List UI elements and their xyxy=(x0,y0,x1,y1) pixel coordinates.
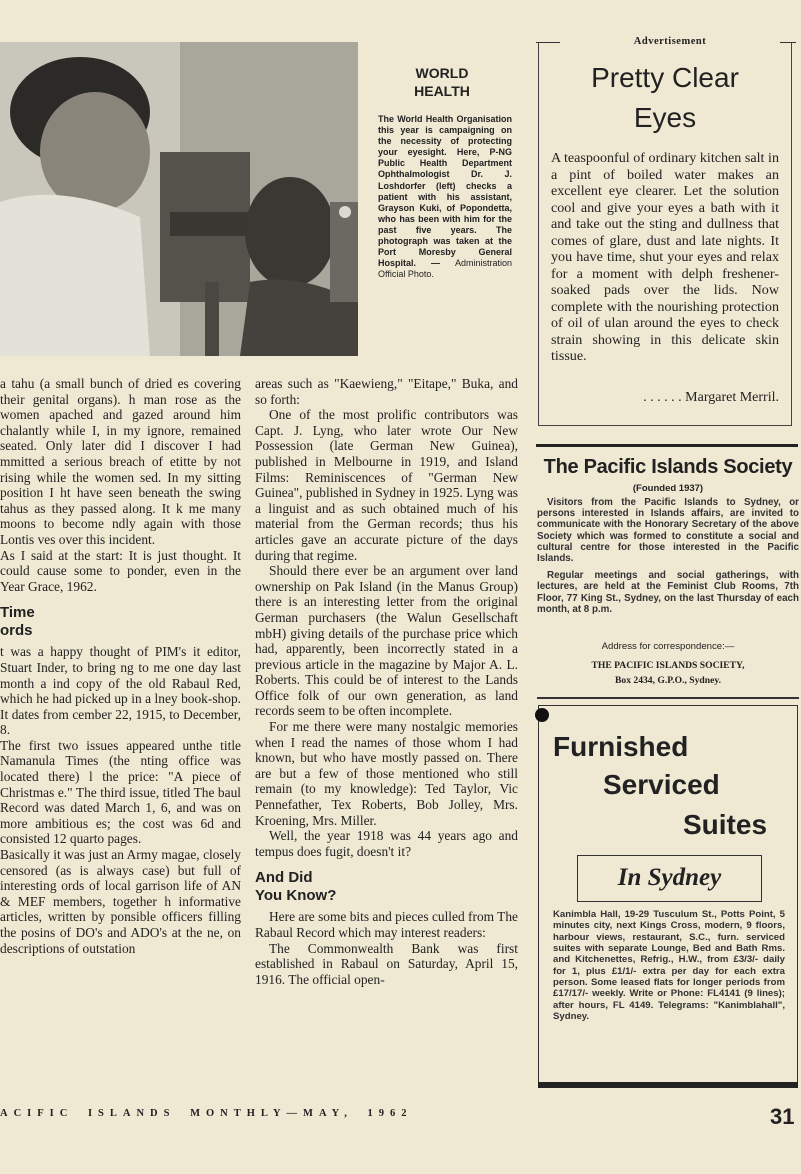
address-label: Address for correspondence:— xyxy=(601,641,735,652)
advert-body: A teaspoonful of ordinary kitchen salt in a pint of boiled water makes an excellent eye clearer. Let the solution cool and give your eyes a bath with it and take out the sting and dullness that comes of glare, dust and late nights. It you have time, shut your eyes and relax for a moment with delph freshener-soaked pads over the lids. Now complete with the nourishing protection of oil of ulan around the eyes to check strain showing in this delicate skin tissue. xyxy=(551,150,779,364)
suites-line1: Furnished xyxy=(553,731,689,762)
col1-paragraph: a tahu (a small bunch of dried es covering their genital organs). h man rose as the women apached and gazed around him chalantly while I, in my ignore, remained seated. Only later did I discover I had mmitted a serious breach of etitte by not rising while the women sed. In my sitting position I ht have seen beneath the swing tahus as they passed along. It k me many moons to become ndly again with those Lontis ves over this incident. xyxy=(0,376,241,547)
suites-body: Kanimbla Hall, 19-29 Tusculum St., Potts Point, 5 minutes city, next Kings Cross, modern, 9 floors, harbour views, restaurant, S.C., furn. serviced suites with separate Lounge, Bed and Bath Rms. and Kitchenettes, Refrig., H.W., from £3/3/- daily for 1, plus £1/1/- extra per day for each extra person. Some leased flats for longer periods from £17/17/- weekly. Write or Phone: FL4141 (9 lines); after hours, FL 4149. Telegrams: "Kanimblahall", Sydney. xyxy=(553,909,785,1023)
society-address xyxy=(537,641,799,694)
advert-label: Advertisement xyxy=(560,36,780,47)
suites-line3: Suites xyxy=(683,809,768,840)
col1-paragraph: t was a happy thought of PIM's it editor, Stuart Inder, to bring ng to me one day last month a ind copy of the old Rabaul Red, which he had picked up in a lney book-shop. It dates from cember 22, 1915, to December, 8. xyxy=(0,644,241,738)
caption-text: The World Health Organisation this year is campaigning on the necessity of protecting your eyesight. Here, P-NG Public Health Department Ophthalmologist Dr. J. Loshdorfer (left) checks a patient with his assistant, Grayson Kuki, of Popondetta, who has been with him for the past five years. The photograph was taken at the Port Moresby General Hospital. — xyxy=(378,114,512,269)
advert-title xyxy=(540,58,790,138)
photo-ophthalmologist xyxy=(0,42,358,356)
society-paragraph: Visitors from the Pacific Islands to Sydney, or persons interested in Islands affairs, are invited to communicate with the Honorary Secretary of the above Society which was formed to constitute a social and cultural centre for those interested in the Pacific Islands. xyxy=(537,497,799,565)
section-heading-and-did-you-know xyxy=(255,869,518,905)
society-title: The Pacific Islands Society xyxy=(543,456,793,478)
caption-credit: Administration Official Photo. xyxy=(378,258,512,280)
society-paragraph: Regular meetings and social gatherings, with lectures, are held at the Feminist Club Rooms, 7th Floor, 77 King St., Sydney, on the last Thursday of each month, at 8 p.m. xyxy=(537,570,799,615)
in-sydney-box: In Sydney xyxy=(577,855,762,902)
advert-signature: . . . . . . Margaret Merril. xyxy=(643,390,779,405)
article-column-1 xyxy=(0,376,241,956)
bullet-dot-icon xyxy=(535,708,549,722)
advert-title-line2: Eyes xyxy=(633,102,697,133)
col1-paragraph: Basically it was just an Army magae, closely censored (as is always case) but full of interesting ords of local garrison life of AN & MEF members, together h informative articles, written by ponsible officers filling the posins of DO's and ADO's at the ne, on descriptions of outstation xyxy=(0,847,241,956)
society-top-rule xyxy=(536,444,798,447)
society-body xyxy=(537,497,799,621)
col2-paragraph: Well, the year 1918 was 44 years ago and tempus does fugit, doesn't it? xyxy=(255,828,518,859)
address-box: Box 2434, G.P.O., Sydney. xyxy=(615,675,721,686)
caption-heading xyxy=(392,64,492,100)
society-bottom-rule xyxy=(537,697,799,699)
suites-advert-foot-bar xyxy=(538,1082,798,1088)
article-column-2 xyxy=(255,376,518,987)
running-footer: ACIFIC ISLANDS MONTHLY—MAY, 1962 xyxy=(0,1108,413,1119)
col2-paragraph: The Commonwealth Bank was first established in Rabaul on Saturday, April 15, 1916. The official open- xyxy=(255,940,518,987)
caption-heading-line2: HEALTH xyxy=(414,83,470,99)
section-heading-line2: ords xyxy=(0,622,33,640)
col2-paragraph: Here are some bits and pieces culled from The Rabaul Record which may interest readers: xyxy=(255,909,518,940)
section-heading-time-words xyxy=(0,604,241,640)
col1-paragraph: The first two issues appeared unthe title Namanula Times (the nting office was located there) l the price: "A piece of Christmas e." The third issue, titled The baul Record was dated March 1, 6, and was on more ambitious es; the cost was 6d and consisted 12 quarto pages. xyxy=(0,737,241,847)
photo-caption xyxy=(378,114,512,280)
section-heading-line1: Time xyxy=(0,604,35,622)
col2-paragraph: Should there ever be an argument over land ownership on Pak Island (in the Manus Group) there is an interesting letter from the original German purchasers (the Walun Gesellschaft mbH) giving details of the purchase price which had, apparently, been incorrectly stated in a previous article in the magazine by Major A. L. Roberts. This could be of interest to the Lands Office folk of our own generation, as land records seem to be often incomplete. xyxy=(255,563,518,719)
section-heading-line1: And Did xyxy=(255,869,313,887)
col1-paragraph: As I said at the start: It is just thought. It could cause some to ponder, even in the Year Grace, 1962. xyxy=(0,547,241,594)
section-heading-line2: You Know? xyxy=(255,887,337,905)
photo-illustration xyxy=(0,42,358,356)
col2-paragraph: areas such as "Kaewieng," "Eitape," Buka, and so forth: xyxy=(255,376,518,407)
society-founded: (Founded 1937) xyxy=(632,483,704,494)
col2-paragraph: For me there were many nostalgic memories when I read the names of those whom I had known, but who have mostly passed on. There are but a few of those mentioned who still remain (to my knowledge): Ted Taylor, Vic Pennefather, Tex Roberts, Bob Jolley, Mrs. Kroening, Mrs. Miller. xyxy=(255,719,518,828)
col2-paragraph: One of the most prolific contributors was Capt. J. Lyng, who later wrote Our New Possession (late German New Guinea), published in Melbourne in 1919, and Island Films: Reminiscences of "German New Guinea", published in Sydney in 1925. Lyng was a linguist and as such obtained much of his material from the German records; thus his articles gave an accurate picture of the days during that regime. xyxy=(255,407,518,563)
suites-line2: Serviced xyxy=(603,769,720,800)
page-number: 31 xyxy=(770,1104,795,1129)
advert-title-line1: Pretty Clear xyxy=(591,62,739,93)
address-name: THE PACIFIC ISLANDS SOCIETY, xyxy=(591,660,745,671)
caption-heading-line1: WORLD xyxy=(415,65,469,81)
